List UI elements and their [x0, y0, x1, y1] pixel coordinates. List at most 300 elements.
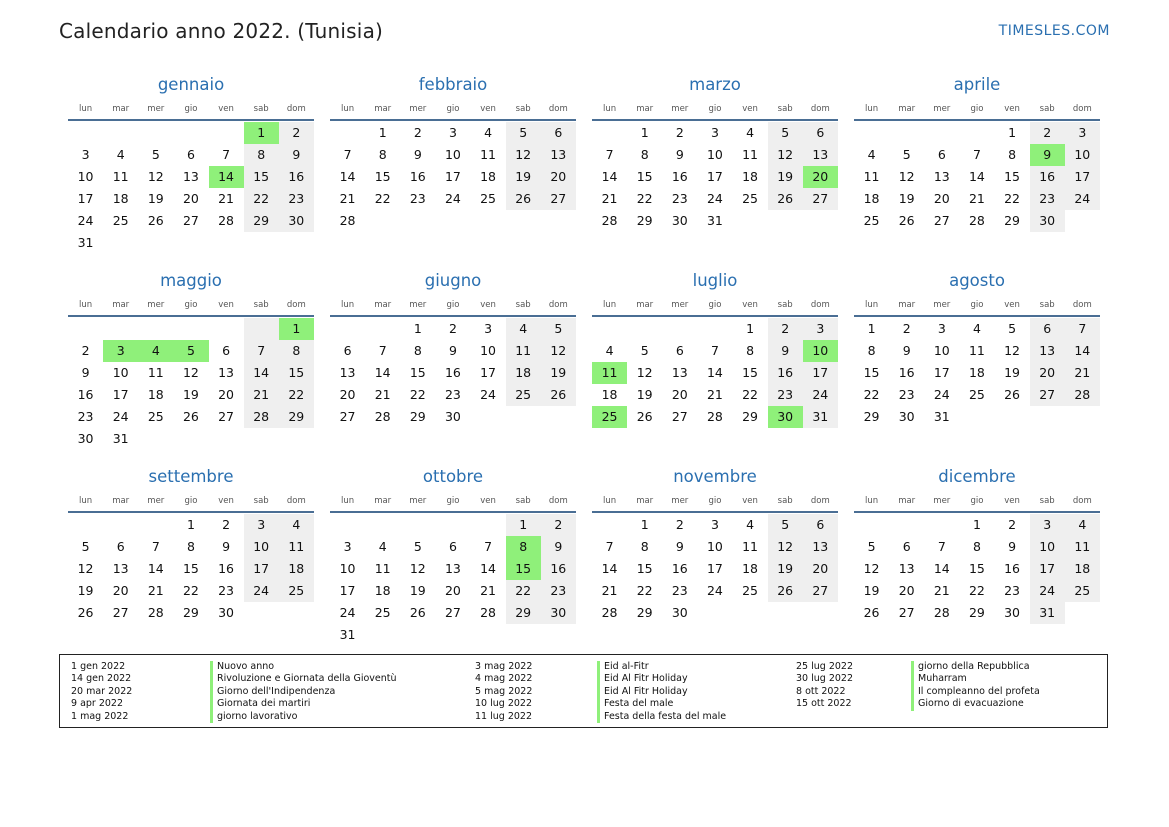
day-cell[interactable]: 24 [1065, 188, 1100, 210]
day-cell[interactable]: 13 [444, 561, 461, 576]
day-cell[interactable]: 29 [742, 409, 759, 424]
day-cell[interactable]: 13 [803, 144, 838, 166]
day-cell[interactable]: 4 [1065, 514, 1100, 536]
day-cell[interactable]: 30 [541, 602, 576, 624]
day-cell[interactable]: 23 [768, 384, 803, 406]
day-cell[interactable]: 20 [898, 583, 915, 598]
day-cell[interactable]: 16 [671, 561, 688, 576]
day-cell[interactable]: 31 [77, 235, 94, 250]
day-cell[interactable]: 6 [541, 122, 576, 144]
day-cell[interactable]: 3 [937, 321, 946, 336]
day-cell[interactable]: 29 [968, 605, 985, 620]
day-cell[interactable]: 21 [968, 191, 985, 206]
day-cell[interactable]: 29 [279, 406, 314, 428]
day-cell[interactable]: 1 [746, 321, 755, 336]
day-cell[interactable]: 2 [675, 125, 684, 140]
day-cell[interactable]: 2 [81, 343, 90, 358]
day-cell[interactable]: 20 [218, 387, 235, 402]
day-cell[interactable]: 9 [1030, 144, 1065, 166]
day-cell[interactable]: 12 [636, 365, 653, 380]
day-cell[interactable]: 12 [182, 365, 199, 380]
day-cell[interactable]: 4 [138, 340, 173, 362]
day-cell[interactable]: 18 [147, 387, 164, 402]
day-cell[interactable]: 4 [116, 147, 125, 162]
day-cell[interactable]: 9 [675, 147, 684, 162]
day-cell[interactable]: 23 [898, 387, 915, 402]
day-cell[interactable]: 19 [636, 387, 653, 402]
day-cell[interactable]: 14 [374, 365, 391, 380]
day-cell[interactable]: 25 [506, 384, 541, 406]
day-cell[interactable]: 12 [768, 144, 803, 166]
day-cell[interactable]: 29 [636, 213, 653, 228]
day-cell[interactable]: 17 [706, 169, 723, 184]
day-cell[interactable]: 7 [1065, 318, 1100, 340]
day-cell[interactable]: 9 [222, 539, 231, 554]
day-cell[interactable]: 6 [448, 539, 457, 554]
day-cell[interactable]: 13 [541, 144, 576, 166]
day-cell[interactable]: 3 [244, 514, 279, 536]
day-cell[interactable]: 28 [244, 406, 279, 428]
day-cell[interactable]: 15 [1004, 169, 1021, 184]
day-cell[interactable]: 26 [636, 409, 653, 424]
day-cell[interactable]: 8 [640, 539, 649, 554]
day-cell[interactable]: 1 [972, 517, 981, 532]
day-cell[interactable]: 4 [746, 125, 755, 140]
day-cell[interactable]: 21 [1065, 362, 1100, 384]
day-cell[interactable]: 24 [77, 213, 94, 228]
day-cell[interactable]: 24 [1030, 580, 1065, 602]
day-cell[interactable]: 16 [409, 169, 426, 184]
day-cell[interactable]: 21 [339, 191, 356, 206]
day-cell[interactable]: 18 [112, 191, 129, 206]
day-cell[interactable]: 17 [444, 169, 461, 184]
day-cell[interactable]: 20 [933, 191, 950, 206]
day-cell[interactable]: 27 [803, 188, 838, 210]
day-cell[interactable]: 28 [933, 605, 950, 620]
day-cell[interactable]: 7 [484, 539, 493, 554]
day-cell[interactable]: 14 [706, 365, 723, 380]
day-cell[interactable]: 4 [972, 321, 981, 336]
day-cell[interactable]: 19 [1004, 365, 1021, 380]
day-cell[interactable]: 9 [1008, 539, 1017, 554]
day-cell[interactable]: 16 [77, 387, 94, 402]
day-cell[interactable]: 11 [480, 147, 497, 162]
day-cell[interactable]: 18 [742, 561, 759, 576]
day-cell[interactable]: 3 [803, 318, 838, 340]
day-cell[interactable]: 18 [1065, 558, 1100, 580]
day-cell[interactable]: 6 [343, 343, 352, 358]
day-cell[interactable]: 7 [244, 340, 279, 362]
day-cell[interactable]: 13 [182, 169, 199, 184]
day-cell[interactable]: 23 [409, 191, 426, 206]
day-cell[interactable]: 15 [863, 365, 880, 380]
day-cell[interactable]: 21 [601, 583, 618, 598]
day-cell[interactable]: 5 [902, 147, 911, 162]
day-cell[interactable]: 16 [1004, 561, 1021, 576]
day-cell[interactable]: 18 [374, 583, 391, 598]
day-cell[interactable]: 1 [244, 122, 279, 144]
day-cell[interactable]: 14 [601, 169, 618, 184]
day-cell[interactable]: 1 [1008, 125, 1017, 140]
day-cell[interactable]: 10 [803, 340, 838, 362]
day-cell[interactable]: 27 [898, 605, 915, 620]
day-cell[interactable]: 19 [863, 583, 880, 598]
day-cell[interactable]: 10 [112, 365, 129, 380]
day-cell[interactable]: 19 [506, 166, 541, 188]
day-cell[interactable]: 11 [742, 539, 759, 554]
day-cell[interactable]: 28 [147, 605, 164, 620]
day-cell[interactable]: 25 [968, 387, 985, 402]
day-cell[interactable]: 17 [339, 583, 356, 598]
day-cell[interactable]: 25 [1065, 580, 1100, 602]
day-cell[interactable]: 24 [444, 191, 461, 206]
day-cell[interactable]: 26 [147, 213, 164, 228]
day-cell[interactable]: 28 [218, 213, 235, 228]
day-cell[interactable]: 24 [112, 409, 129, 424]
day-cell[interactable]: 25 [742, 191, 759, 206]
day-cell[interactable]: 26 [768, 580, 803, 602]
day-cell[interactable]: 2 [675, 517, 684, 532]
day-cell[interactable]: 27 [444, 605, 461, 620]
day-cell[interactable]: 12 [863, 561, 880, 576]
day-cell[interactable]: 27 [671, 409, 688, 424]
day-cell[interactable]: 21 [480, 583, 497, 598]
day-cell[interactable]: 1 [186, 517, 195, 532]
day-cell[interactable]: 3 [710, 125, 719, 140]
day-cell[interactable]: 6 [222, 343, 231, 358]
day-cell[interactable]: 14 [209, 166, 244, 188]
day-cell[interactable]: 25 [112, 213, 129, 228]
day-cell[interactable]: 24 [244, 580, 279, 602]
day-cell[interactable]: 23 [1030, 188, 1065, 210]
day-cell[interactable]: 15 [636, 561, 653, 576]
day-cell[interactable]: 13 [933, 169, 950, 184]
day-cell[interactable]: 12 [506, 144, 541, 166]
day-cell[interactable]: 30 [1004, 605, 1021, 620]
day-cell[interactable]: 4 [867, 147, 876, 162]
day-cell[interactable]: 20 [339, 387, 356, 402]
day-cell[interactable]: 22 [968, 583, 985, 598]
brand-link[interactable]: TIMESLES.COM [998, 23, 1110, 39]
day-cell[interactable]: 9 [279, 144, 314, 166]
day-cell[interactable]: 22 [244, 188, 279, 210]
day-cell[interactable]: 18 [742, 169, 759, 184]
day-cell[interactable]: 2 [1008, 517, 1017, 532]
day-cell[interactable]: 4 [378, 539, 387, 554]
day-cell[interactable]: 5 [768, 122, 803, 144]
day-cell[interactable]: 5 [1008, 321, 1017, 336]
day-cell[interactable]: 31 [112, 431, 129, 446]
day-cell[interactable]: 2 [413, 125, 422, 140]
day-cell[interactable]: 5 [541, 318, 576, 340]
day-cell[interactable]: 15 [968, 561, 985, 576]
day-cell[interactable]: 8 [640, 147, 649, 162]
day-cell[interactable]: 23 [1004, 583, 1021, 598]
day-cell[interactable]: 13 [1030, 340, 1065, 362]
day-cell[interactable]: 6 [902, 539, 911, 554]
day-cell[interactable]: 20 [1030, 362, 1065, 384]
day-cell[interactable]: 5 [81, 539, 90, 554]
day-cell[interactable]: 26 [863, 605, 880, 620]
day-cell[interactable]: 17 [480, 365, 497, 380]
day-cell[interactable]: 25 [147, 409, 164, 424]
day-cell[interactable]: 28 [968, 213, 985, 228]
day-cell[interactable]: 27 [218, 409, 235, 424]
day-cell[interactable]: 14 [480, 561, 497, 576]
day-cell[interactable]: 22 [636, 191, 653, 206]
day-cell[interactable]: 24 [933, 387, 950, 402]
day-cell[interactable]: 7 [710, 343, 719, 358]
day-cell[interactable]: 16 [671, 169, 688, 184]
day-cell[interactable]: 11 [506, 340, 541, 362]
day-cell[interactable]: 17 [244, 558, 279, 580]
day-cell[interactable]: 31 [339, 627, 356, 642]
day-cell[interactable]: 5 [640, 343, 649, 358]
day-cell[interactable]: 1 [279, 318, 314, 340]
day-cell[interactable]: 6 [116, 539, 125, 554]
day-cell[interactable]: 17 [803, 362, 838, 384]
day-cell[interactable]: 28 [601, 213, 618, 228]
day-cell[interactable]: 21 [147, 583, 164, 598]
day-cell[interactable]: 3 [710, 517, 719, 532]
day-cell[interactable]: 10 [480, 343, 497, 358]
day-cell[interactable]: 5 [768, 514, 803, 536]
day-cell[interactable]: 7 [222, 147, 231, 162]
day-cell[interactable]: 3 [448, 125, 457, 140]
day-cell[interactable]: 27 [933, 213, 950, 228]
day-cell[interactable]: 21 [933, 583, 950, 598]
day-cell[interactable]: 23 [218, 583, 235, 598]
day-cell[interactable]: 6 [803, 514, 838, 536]
day-cell[interactable]: 20 [671, 387, 688, 402]
day-cell[interactable]: 23 [77, 409, 94, 424]
day-cell[interactable]: 7 [605, 147, 614, 162]
day-cell[interactable]: 5 [506, 122, 541, 144]
day-cell[interactable]: 16 [444, 365, 461, 380]
day-cell[interactable]: 25 [592, 406, 627, 428]
day-cell[interactable]: 12 [1004, 343, 1021, 358]
day-cell[interactable]: 10 [444, 147, 461, 162]
day-cell[interactable]: 19 [182, 387, 199, 402]
day-cell[interactable]: 8 [972, 539, 981, 554]
day-cell[interactable]: 17 [112, 387, 129, 402]
day-cell[interactable]: 10 [1065, 144, 1100, 166]
day-cell[interactable]: 6 [803, 122, 838, 144]
day-cell[interactable]: 22 [863, 387, 880, 402]
day-cell[interactable]: 8 [867, 343, 876, 358]
day-cell[interactable]: 28 [339, 213, 356, 228]
day-cell[interactable]: 19 [541, 362, 576, 384]
day-cell[interactable]: 18 [863, 191, 880, 206]
day-cell[interactable]: 27 [339, 409, 356, 424]
day-cell[interactable]: 1 [640, 517, 649, 532]
day-cell[interactable]: 9 [675, 539, 684, 554]
day-cell[interactable]: 17 [1030, 558, 1065, 580]
day-cell[interactable]: 24 [803, 384, 838, 406]
day-cell[interactable]: 27 [541, 188, 576, 210]
day-cell[interactable]: 4 [605, 343, 614, 358]
day-cell[interactable]: 6 [937, 147, 946, 162]
day-cell[interactable]: 23 [671, 583, 688, 598]
day-cell[interactable]: 10 [1030, 536, 1065, 558]
day-cell[interactable]: 26 [768, 188, 803, 210]
day-cell[interactable]: 18 [968, 365, 985, 380]
day-cell[interactable]: 27 [1030, 384, 1065, 406]
day-cell[interactable]: 28 [374, 409, 391, 424]
day-cell[interactable]: 5 [413, 539, 422, 554]
day-cell[interactable]: 11 [147, 365, 164, 380]
day-cell[interactable]: 20 [803, 166, 838, 188]
day-cell[interactable]: 2 [448, 321, 457, 336]
day-cell[interactable]: 21 [218, 191, 235, 206]
day-cell[interactable]: 6 [1030, 318, 1065, 340]
day-cell[interactable]: 22 [374, 191, 391, 206]
day-cell[interactable]: 20 [444, 583, 461, 598]
day-cell[interactable]: 22 [506, 580, 541, 602]
day-cell[interactable]: 7 [972, 147, 981, 162]
day-cell[interactable]: 11 [968, 343, 985, 358]
day-cell[interactable]: 16 [279, 166, 314, 188]
day-cell[interactable]: 30 [671, 213, 688, 228]
day-cell[interactable]: 26 [409, 605, 426, 620]
day-cell[interactable]: 17 [77, 191, 94, 206]
day-cell[interactable]: 22 [182, 583, 199, 598]
day-cell[interactable]: 7 [151, 539, 160, 554]
day-cell[interactable]: 29 [182, 605, 199, 620]
day-cell[interactable]: 14 [339, 169, 356, 184]
day-cell[interactable]: 24 [706, 191, 723, 206]
day-cell[interactable]: 18 [506, 362, 541, 384]
day-cell[interactable]: 7 [937, 539, 946, 554]
day-cell[interactable]: 20 [803, 558, 838, 580]
day-cell[interactable]: 1 [867, 321, 876, 336]
day-cell[interactable]: 26 [182, 409, 199, 424]
day-cell[interactable]: 19 [898, 191, 915, 206]
day-cell[interactable]: 8 [413, 343, 422, 358]
day-cell[interactable]: 21 [374, 387, 391, 402]
day-cell[interactable]: 11 [1065, 536, 1100, 558]
day-cell[interactable]: 7 [605, 539, 614, 554]
day-cell[interactable]: 13 [339, 365, 356, 380]
day-cell[interactable]: 19 [768, 558, 803, 580]
day-cell[interactable]: 29 [409, 409, 426, 424]
day-cell[interactable]: 30 [768, 406, 803, 428]
day-cell[interactable]: 29 [244, 210, 279, 232]
day-cell[interactable]: 12 [541, 340, 576, 362]
day-cell[interactable]: 11 [742, 147, 759, 162]
day-cell[interactable]: 12 [898, 169, 915, 184]
day-cell[interactable]: 14 [1065, 340, 1100, 362]
day-cell[interactable]: 4 [506, 318, 541, 340]
day-cell[interactable]: 9 [768, 340, 803, 362]
day-cell[interactable]: 20 [182, 191, 199, 206]
day-cell[interactable]: 16 [541, 558, 576, 580]
day-cell[interactable]: 8 [378, 147, 387, 162]
day-cell[interactable]: 17 [933, 365, 950, 380]
day-cell[interactable]: 22 [409, 387, 426, 402]
day-cell[interactable]: 12 [768, 536, 803, 558]
day-cell[interactable]: 30 [671, 605, 688, 620]
day-cell[interactable]: 23 [444, 387, 461, 402]
day-cell[interactable]: 25 [279, 580, 314, 602]
day-cell[interactable]: 19 [768, 166, 803, 188]
day-cell[interactable]: 24 [706, 583, 723, 598]
day-cell[interactable]: 19 [77, 583, 94, 598]
day-cell[interactable]: 14 [244, 362, 279, 384]
day-cell[interactable]: 12 [409, 561, 426, 576]
day-cell[interactable]: 10 [244, 536, 279, 558]
day-cell[interactable]: 17 [1065, 166, 1100, 188]
day-cell[interactable]: 8 [506, 536, 541, 558]
day-cell[interactable]: 9 [81, 365, 90, 380]
day-cell[interactable]: 23 [671, 191, 688, 206]
day-cell[interactable]: 15 [182, 561, 199, 576]
day-cell[interactable]: 31 [1030, 602, 1065, 624]
day-cell[interactable]: 25 [742, 583, 759, 598]
day-cell[interactable]: 15 [244, 166, 279, 188]
day-cell[interactable]: 3 [103, 340, 138, 362]
day-cell[interactable]: 26 [506, 188, 541, 210]
day-cell[interactable]: 31 [803, 406, 838, 428]
day-cell[interactable]: 30 [77, 431, 94, 446]
day-cell[interactable]: 18 [480, 169, 497, 184]
day-cell[interactable]: 25 [374, 605, 391, 620]
day-cell[interactable]: 15 [374, 169, 391, 184]
day-cell[interactable]: 13 [112, 561, 129, 576]
day-cell[interactable]: 2 [1030, 122, 1065, 144]
day-cell[interactable]: 30 [218, 605, 235, 620]
day-cell[interactable]: 9 [541, 536, 576, 558]
day-cell[interactable]: 12 [147, 169, 164, 184]
day-cell[interactable]: 16 [218, 561, 235, 576]
day-cell[interactable]: 8 [279, 340, 314, 362]
day-cell[interactable]: 7 [378, 343, 387, 358]
day-cell[interactable]: 19 [409, 583, 426, 598]
day-cell[interactable]: 5 [867, 539, 876, 554]
day-cell[interactable]: 14 [968, 169, 985, 184]
day-cell[interactable]: 13 [803, 536, 838, 558]
day-cell[interactable]: 16 [898, 365, 915, 380]
day-cell[interactable]: 11 [863, 169, 880, 184]
day-cell[interactable]: 3 [484, 321, 493, 336]
day-cell[interactable]: 15 [409, 365, 426, 380]
day-cell[interactable]: 15 [279, 362, 314, 384]
day-cell[interactable]: 15 [742, 365, 759, 380]
day-cell[interactable]: 24 [339, 605, 356, 620]
day-cell[interactable]: 10 [77, 169, 94, 184]
day-cell[interactable]: 1 [640, 125, 649, 140]
day-cell[interactable]: 27 [803, 580, 838, 602]
day-cell[interactable]: 4 [279, 514, 314, 536]
day-cell[interactable]: 29 [636, 605, 653, 620]
day-cell[interactable]: 17 [706, 561, 723, 576]
day-cell[interactable]: 30 [1030, 210, 1065, 232]
day-cell[interactable]: 22 [279, 384, 314, 406]
day-cell[interactable]: 8 [186, 539, 195, 554]
day-cell[interactable]: 3 [343, 539, 352, 554]
day-cell[interactable]: 14 [933, 561, 950, 576]
day-cell[interactable]: 28 [601, 605, 618, 620]
day-cell[interactable]: 22 [742, 387, 759, 402]
day-cell[interactable]: 20 [541, 166, 576, 188]
day-cell[interactable]: 21 [244, 384, 279, 406]
day-cell[interactable]: 31 [706, 213, 723, 228]
day-cell[interactable]: 15 [636, 169, 653, 184]
day-cell[interactable]: 10 [933, 343, 950, 358]
day-cell[interactable]: 1 [506, 514, 541, 536]
day-cell[interactable]: 26 [1004, 387, 1021, 402]
day-cell[interactable]: 2 [222, 517, 231, 532]
